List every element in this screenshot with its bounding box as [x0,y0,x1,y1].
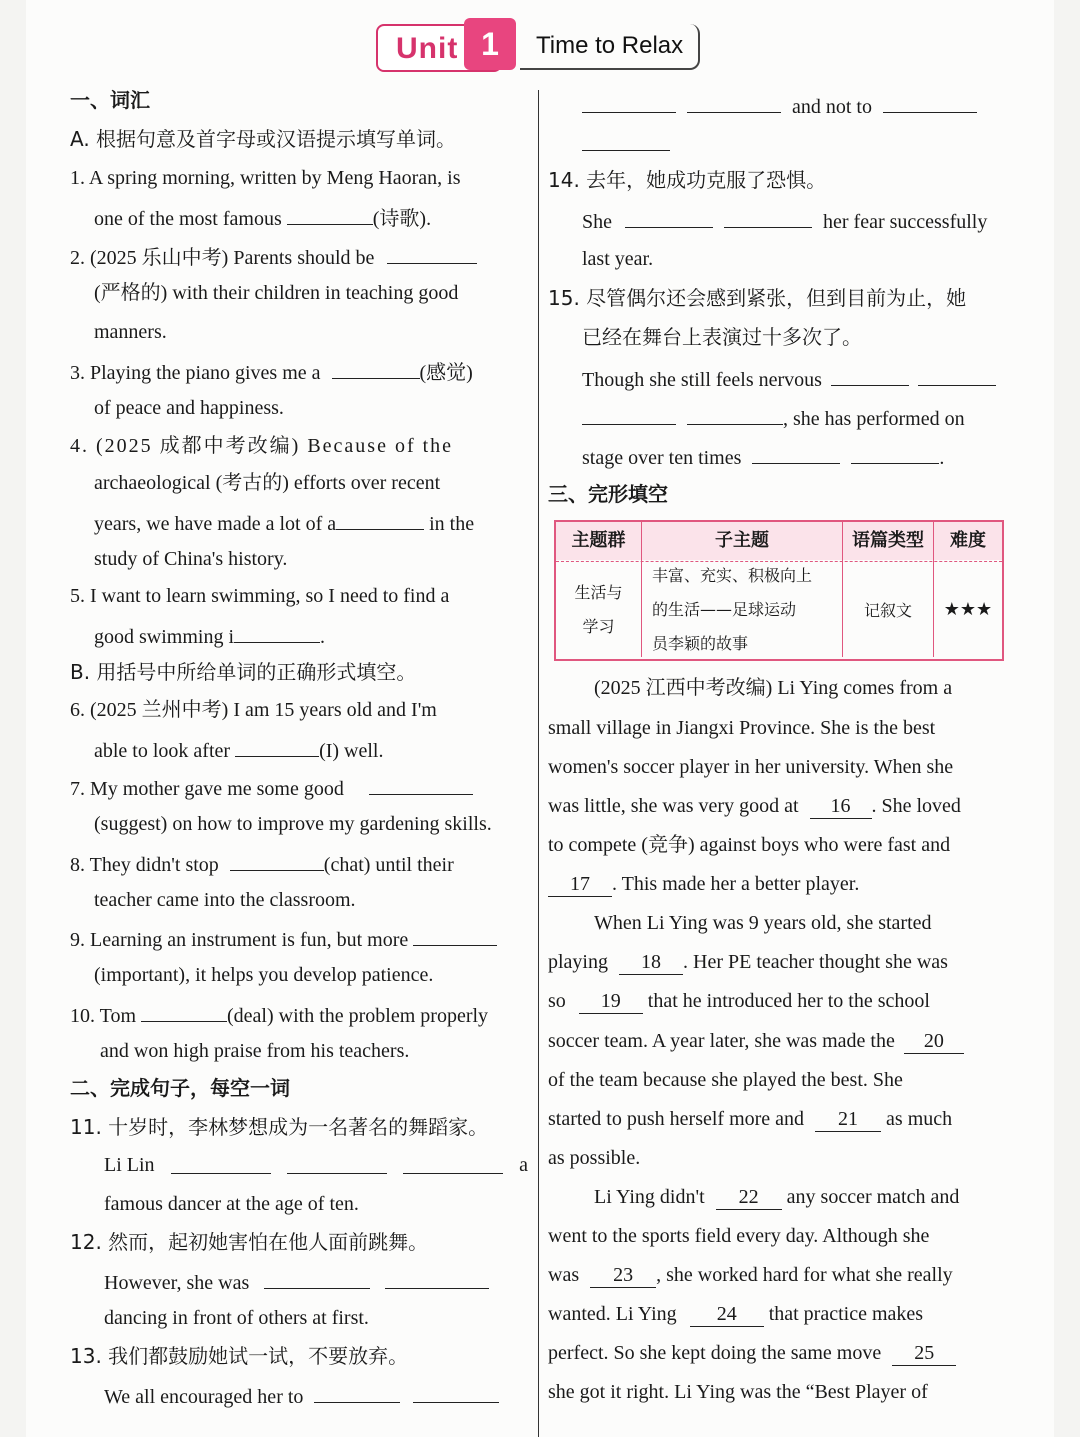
passage-line: she got it right. Li Ying was the “Best Player of [548,1381,928,1403]
passage-line [548,950,948,975]
passage-line [594,1185,959,1210]
answer-blank[interactable] [752,443,840,464]
passage-line: to compete (竞争) against boys who were fast and [548,834,951,856]
q15-text-2: , she has performed on [783,408,965,430]
passage-text: any soccer match and [786,1186,960,1208]
q3-text: 3. Playing the piano gives me a [70,362,321,384]
part-a-instruction: A. 根据句意及首字母或汉语提示填写单词。 [70,127,457,151]
q1-text: 1. A spring morning, written by Meng Haoran, is [70,167,461,189]
subtheme-line: 丰富、充实、积极向上 [652,565,813,585]
table-header-subtheme: 子主题 [642,522,842,560]
passage-info-table [554,520,1004,661]
answer-blank[interactable] [235,736,319,757]
answer-blank[interactable] [582,130,670,151]
passage-text: , she worked hard for what she really [656,1264,953,1286]
passage-text: was [548,1264,580,1286]
q1-hint: (诗歌). [372,208,432,230]
answer-blank[interactable] [403,1153,503,1174]
q14-chinese: 14. 去年，她成功克服了恐惧。 [548,168,827,192]
passage-line [548,1107,952,1132]
answer-blank[interactable] [413,1382,499,1403]
cloze-blank-17[interactable]: 17 [548,872,612,897]
passage-line [548,1263,953,1288]
q3-line1 [70,358,473,385]
answer-blank[interactable] [851,443,939,464]
answer-blank[interactable] [687,92,781,113]
answer-blank[interactable] [387,243,477,264]
passage-line: went to the sports field every day. Although she [548,1225,930,1247]
q10-line2: and won high praise from his teachers. [100,1040,410,1062]
q12-text: However, she was [104,1272,250,1294]
q8-line2: teacher came into the classroom. [94,889,356,911]
q2-line3: manners. [94,321,167,343]
cloze-blank-22[interactable]: 22 [716,1185,782,1210]
cloze-blank-25[interactable]: 25 [892,1341,956,1366]
q9-text: 9. Learning an instrument is fun, but more [70,929,409,951]
passage-text: soccer team. A year later, she was made the [548,1030,895,1052]
passage-line: as possible. [548,1147,641,1169]
q6-hint: (I) well. [319,740,384,762]
q10-text: 10. Tom [70,1005,137,1027]
q5-text: good swimming i [94,626,235,648]
unit-word: Unit [396,32,459,65]
q2-line2: (严格的) with their children in teaching good [94,282,459,304]
passage-text: was little, she was very good at [548,795,799,817]
section-heading-cloze: 三、完形填空 [548,482,668,506]
q4-text: years, we have made a lot of a [94,513,337,535]
passage-text: wanted. Li Ying [548,1303,677,1325]
theme-line: 生活与 [574,582,623,602]
answer-blank[interactable] [687,404,783,425]
passage-text: . Her PE teacher thought she was [683,951,948,973]
passage-text: perfect. So she kept doing the same move [548,1342,882,1364]
q14-line3: last year. [582,248,654,270]
q11-chinese: 11. 十岁时，李林梦想成为一名著名的舞蹈家。 [70,1115,489,1139]
q1-line1 [70,166,528,190]
q12-line3: dancing in front of others at first. [104,1307,369,1329]
q4-line3 [94,509,474,536]
q15-text-3: stage over ten times [582,447,742,469]
table-header-type: 语篇类型 [843,522,933,560]
q15-chinese-2: 已经在舞台上表演过十多次了。 [582,325,862,349]
passage-text: so [548,990,566,1012]
q14-text-2: her fear successfully [823,211,988,233]
answer-blank[interactable] [141,1001,227,1022]
passage-text: Li Ying didn't [594,1186,705,1208]
unit-title: Time to Relax [536,32,684,59]
cloze-blank-21[interactable]: 21 [815,1107,881,1132]
cloze-blank-16[interactable]: 16 [810,794,872,819]
q11-line2 [104,1153,528,1177]
answer-blank[interactable] [287,204,373,225]
q12-line2 [104,1268,489,1295]
table-cell-theme [556,562,641,657]
cloze-blank-23[interactable]: 23 [590,1263,656,1288]
q12-chinese: 12. 然而，起初她害怕在他人面前跳舞。 [70,1230,429,1254]
passage-line [548,1341,956,1366]
q6-line1: 6. (2025 兰州中考) I am 15 years old and I'm [70,699,437,721]
answer-blank[interactable] [264,1268,370,1289]
passage-text: started to push herself more and [548,1108,805,1130]
q7-text: 7. My mother gave me some good [70,778,344,800]
q14-text: She [582,211,612,233]
cloze-blank-24[interactable]: 24 [690,1302,764,1327]
q11-text-2: a [519,1154,528,1176]
q5-line1: 5. I want to learn swimming, so I need to find a [70,585,450,607]
answer-blank[interactable] [582,404,676,425]
table-cell-difficulty: ★★★ [943,599,993,620]
answer-blank[interactable] [314,1382,400,1403]
q15-line5 [582,443,944,470]
table-header-difficulty: 难度 [934,522,1002,560]
q9-line1 [70,925,497,952]
passage-text: playing [548,951,608,973]
section-heading-sentences: 二、完成句子，每空一词 [70,1076,290,1100]
q5-period: . [320,626,326,648]
answer-blank[interactable] [336,509,424,530]
q10-line1 [70,1001,488,1028]
passage-text: . This made her a better player. [612,873,860,895]
answer-blank[interactable] [234,622,320,643]
unit-number: 1 [464,18,516,70]
table-header-theme: 主题群 [556,522,641,560]
passage-line [548,989,930,1014]
passage-text: that he introduced her to the school [647,990,930,1012]
q6-text: able to look after [94,740,231,762]
passage-line [548,1029,964,1054]
answer-blank[interactable] [724,207,812,228]
passage-text: . She loved [871,795,961,817]
answer-blank[interactable] [413,925,497,946]
cloze-blank-18[interactable]: 18 [619,950,683,975]
answer-blank[interactable] [831,365,909,386]
table-cell-subtheme [642,562,842,657]
theme-line: 学习 [582,616,615,636]
q1-text-2: one of the most famous [94,208,282,230]
q4-line2: archaeological (考古的) efforts over recent [94,472,441,494]
answer-blank[interactable] [332,358,420,379]
passage-line: small village in Jiangxi Province. She is the best [548,717,936,739]
passage-line: of the team because she played the best. She [548,1069,903,1091]
q13-line2 [104,1382,499,1409]
passage-line [548,872,859,897]
answer-blank[interactable] [230,850,324,871]
answer-blank[interactable] [287,1153,387,1174]
passage-line: When Li Ying was 9 years old, she started [594,912,932,934]
q13-text-2: and not to [792,96,872,118]
q8-text: 8. They didn't stop [70,854,219,876]
q11-text: Li Lin [104,1154,155,1176]
q10-hint: (deal) with the problem properly [227,1005,489,1027]
answer-blank[interactable] [625,207,713,228]
q7-line2: (suggest) on how to improve my gardening skills. [94,813,492,835]
q5-line2 [94,622,325,649]
answer-blank[interactable] [369,774,473,795]
q13-line4 [582,130,670,157]
passage-text: that practice makes [768,1303,924,1325]
passage-line: (2025 江西中考改编) Li Ying comes from a [594,677,953,699]
q2-text: 2. (2025 乐山中考) Parents should be [70,247,375,269]
subtheme-line: 的生活——足球运动 [652,599,797,619]
passage-text: as much [886,1108,953,1130]
q15-chinese-1: 15. 尽管偶尔还会感到紧张，但到目前为止，她 [548,286,967,310]
cloze-blank-19[interactable]: 19 [579,989,643,1014]
q6-line2 [94,736,383,763]
q9-line2: (important), it helps you develop patience. [94,964,434,986]
answer-blank[interactable] [385,1268,489,1289]
column-divider [538,90,539,1437]
q8-hint: (chat) until their [323,854,454,876]
q13-line3 [582,92,977,119]
section-heading-vocabulary: 一、词汇 [70,88,150,112]
q4-text-2: in the [429,513,475,535]
q15-period: . [939,447,945,469]
table-cell-type: 记叙文 [863,601,912,620]
passage-line [548,794,961,819]
answer-blank[interactable] [582,92,676,113]
answer-blank[interactable] [918,365,996,386]
answer-blank[interactable] [883,92,977,113]
cloze-blank-20[interactable]: 20 [904,1029,964,1054]
q13-text: We all encouraged her to [104,1386,304,1408]
q15-text: Though she still feels nervous [582,369,822,391]
passage-line [548,1302,923,1327]
answer-blank[interactable] [171,1153,271,1174]
q14-line2 [582,207,987,234]
q4-line4: study of China's history. [94,548,288,570]
q3-line2: of peace and happiness. [94,397,284,419]
q4-line1: 4. (2025 成都中考改编) Because of the [70,435,454,457]
q3-hint: (感觉) [419,362,473,384]
q7-line1 [70,774,473,801]
q2-line1 [70,243,477,270]
q11-line3: famous dancer at the age of ten. [104,1193,359,1215]
unit-title-box [520,24,700,70]
q1-line2 [94,204,431,231]
q15-line4 [582,404,965,431]
part-b-instruction: B. 用括号中所给单词的正确形式填空。 [70,660,417,684]
passage-line: women's soccer player in her university. When she [548,756,954,778]
q15-line3 [582,365,996,392]
subtheme-line: 员李颖的故事 [652,633,749,653]
q13-chinese: 13. 我们都鼓励她试一试，不要放弃。 [70,1344,409,1368]
q8-line1 [70,850,454,877]
